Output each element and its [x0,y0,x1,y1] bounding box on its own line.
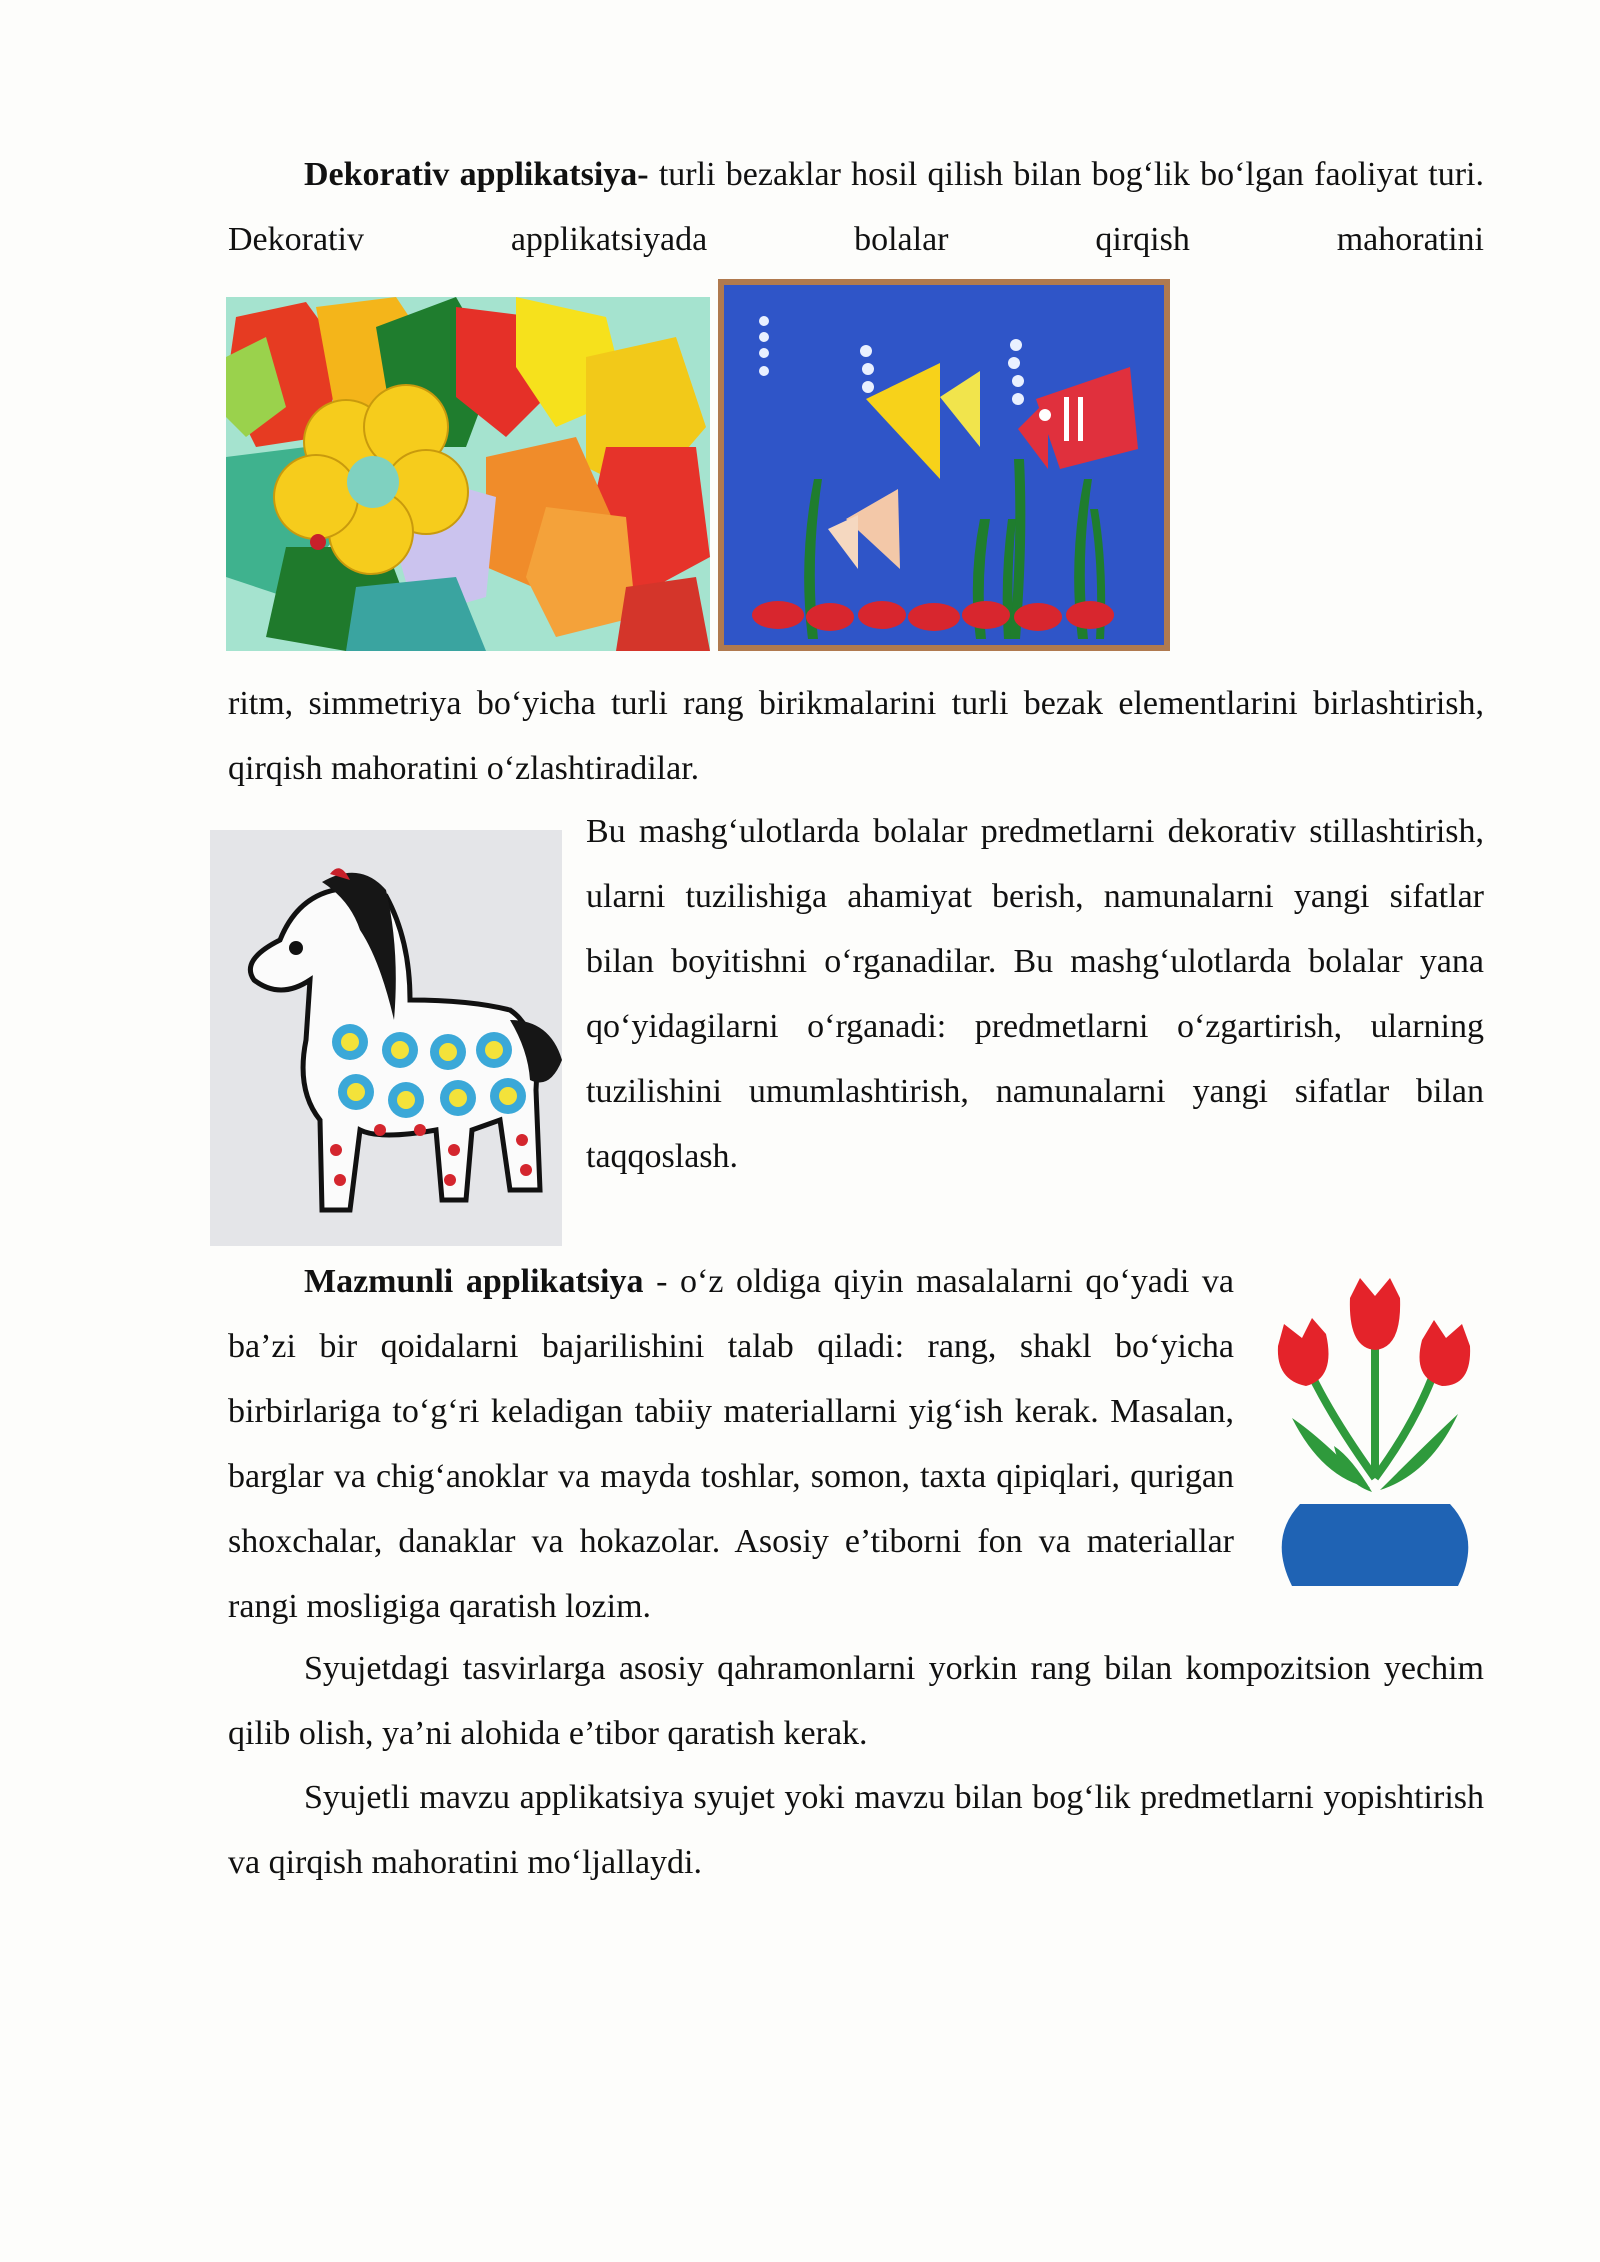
paragraph-plot-images: Syujetdagi tasvirlarga asosiy qahramonlarni yorkin rang bilan kompozitsion yechim qilib olish, ya’ni alohida e’tibor qaratish kerak. [228,1650,1484,1752]
paragraph-content-applique [228,1249,1234,1639]
paragraph-decorative-continued: ritm, simmetriya bo‘yicha turli rang birikmalarini turli bezak elementlarini birlashtirish, qirqish mahoratini o‘zlashtiradilar. [228,685,1484,787]
paragraph-text: turli bezaklar hosil qilish bilan bog‘lik bo‘lgan faoliyat turi. Dekorativ applikatsiyada bolalar qirqish mahoratini [228,156,1484,258]
fish-applique-image [718,279,1170,651]
term-content: Mazmunli applikatsiya [304,1263,644,1300]
tulips-applique-image [1262,1268,1488,1606]
paragraph-exercises: Bu mashg‘ulotlarda bolalar predmetlarni dekorativ stillashtirish, ularni tuzilishiga ahamiyat berish, namunalarni yangi sifatlar bilan boyitishni o‘rganadilar. Bu mashg‘ulotlarda bolalar yana qo‘yidagilarni o‘rganadi: predmetlarni o‘zgartirish, ularning tuzilishini umumlashtirish, namunalarni yangi sifatlar bilan taqqoslash. [586,813,1484,1175]
paragraph-decorative-intro [228,142,1484,272]
leaves-applique-image [226,297,710,651]
term-decorative: Dekorativ applikatsiya- [304,156,649,193]
horse-applique-image [210,830,562,1246]
paragraph-text: - o‘z oldiga qiyin masalalarni qo‘yadi va ba’zi bir qoidalarni bajarilishini talab qiladi: rang, shakl bo‘yicha birbirlariga to‘g‘ri keladigan tabiiy materiallarni yig‘ish kerak. Masalan, barglar va chig‘anoklar va mayda toshlar, somon, taxta qipiqlari, qurigan shoxchalar, danaklar va hokazolar. Asosiy e’tiborni fon va materiallar rangi mosligiga qaratish lozim. [228,1263,1234,1625]
paragraph-plot-theme: Syujetli mavzu applikatsiya syujet yoki mavzu bilan bog‘lik predmetlarni yopishtirish va qirqish mahoratini mo‘ljallaydi. [228,1779,1484,1881]
